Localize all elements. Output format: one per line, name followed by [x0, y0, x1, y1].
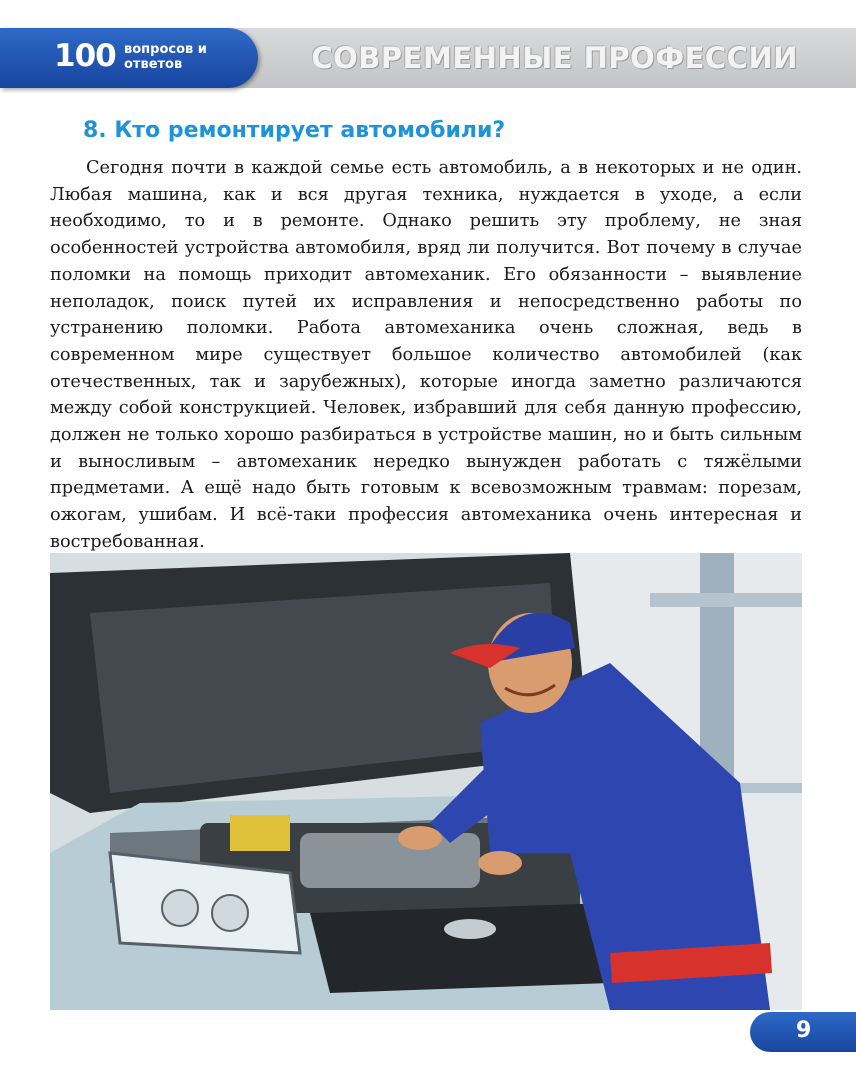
section-title: СОВРЕМЕННЫЕ ПРОФЕССИИ	[311, 41, 798, 75]
page-number-tab	[750, 1012, 856, 1052]
mechanic-car-drawing	[50, 553, 802, 1010]
badge-number: 100	[54, 38, 116, 74]
question-heading: 8. Кто ремонтирует автомобили?	[83, 118, 506, 143]
page-header	[0, 28, 856, 88]
badge-caption: вопросов и ответов	[124, 42, 207, 72]
mechanic-illustration	[50, 553, 802, 1010]
series-badge	[0, 28, 258, 88]
article-paragraph: Сегодня почти в каждой семье есть автомобиль, а в некоторых и не один. Любая машина, как и вся другая техника, нуждается в уходе, а если необходимо, то и в ремонте. Однако решить эту проблему, не зная особенностей устройства автомобиля, вряд ли получится. Вот почему в случае поломки на помощь приходит автомеханик. Его обязанности – выявление неполадок, поиск путей их исправления и непосредственно работы по устранению поломки. Работа автомеханика очень сложная, ведь в современном мире существует большое количество автомобилей (как отечественных, так и зарубежных), которые иногда заметно различаются между собой конструкцией. Человек, избравший для себя данную профессию, должен не только хорошо разбираться в устройстве машин, но и быть сильным и выносливым – автомеханик нередко вынужден работать с тяжёлыми предметами. А ещё надо быть готовым к всевозможным травмам: порезам, ожогам, ушибам. И всё-таки профессия автомеханика очень интересная и востребованная.	[50, 158, 802, 552]
page-number: 9	[796, 1018, 812, 1043]
